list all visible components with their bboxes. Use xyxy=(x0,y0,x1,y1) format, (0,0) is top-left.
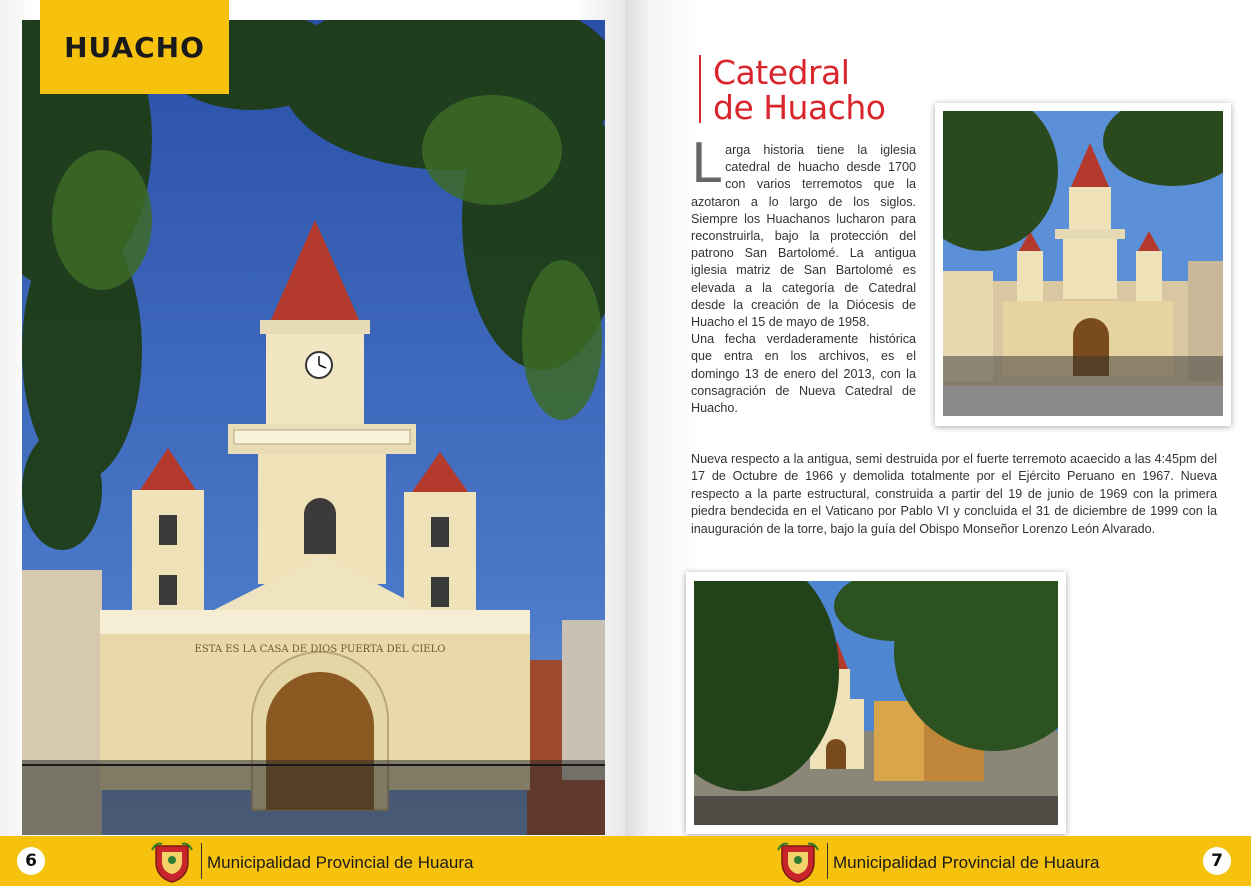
drop-cap: L xyxy=(691,132,722,195)
footer-divider-right xyxy=(827,843,828,879)
paragraph-1: arga historia tiene la iglesia catedral de huacho desde 1700 con varios terremotos que la azotaron a lo largo de los siglos. Siempre los Huachanos lucharon para reconstruirla, bajo la protección del patrono San Bartolomé. La antigua iglesia matriz de San Bartolomé es elevada a la categoría de Catedral desde la creación de la Diócesis de Huacho el 15 de mayo de 1958. xyxy=(691,143,916,330)
title-accent-bar xyxy=(699,55,701,123)
municipal-crest-icon xyxy=(150,840,194,884)
photo-inscription: ESTA ES LA CASA DE DIOS PUERTA DEL CIELO xyxy=(194,644,446,655)
title-line-1: Catedral xyxy=(713,53,850,92)
paragraph-3: Nueva respecto a la antigua, semi destruida por el fuerte terremoto acaecido a las 4:45pm del 17 de Octubre de 1966 y demolida totalmente por el Ejército Peruano en 1967. Nueva respecto a la parte estructural, construida a partir del 19 de junio de 1969 con la primera piedra bendecida en el Vaticano por Pablo VI y concluida el 31 de diciembre de 1999 con la inauguración de la torre, bajo la guía del Obispo Monseñor Lorenzo León Alvarado. xyxy=(691,452,1217,536)
intro-text xyxy=(691,132,916,417)
paragraph-2: Una fecha verdaderamente histórica que entra en los archivos, es el domingo 13 de enero del 2013, con la consagración de Nueva Catedral de Huacho. xyxy=(691,332,916,416)
section-tag-label: HUACHO xyxy=(64,30,205,64)
title-line-2: de Huacho xyxy=(713,88,886,127)
footer-text-right: Municipalidad Provincial de Huaura xyxy=(833,853,1100,872)
cathedral-photo-small xyxy=(935,103,1231,426)
footer-text-left: Municipalidad Provincial de Huaura xyxy=(207,853,474,872)
municipal-crest-icon xyxy=(776,840,820,884)
page-number-right: 7 xyxy=(1203,847,1231,875)
footer-divider-left xyxy=(201,843,202,879)
page-title xyxy=(713,55,885,125)
plaza-photo xyxy=(686,572,1066,834)
cathedral-main-photo xyxy=(22,20,605,835)
page-number-left: 6 xyxy=(17,847,45,875)
section-tag xyxy=(40,0,229,94)
